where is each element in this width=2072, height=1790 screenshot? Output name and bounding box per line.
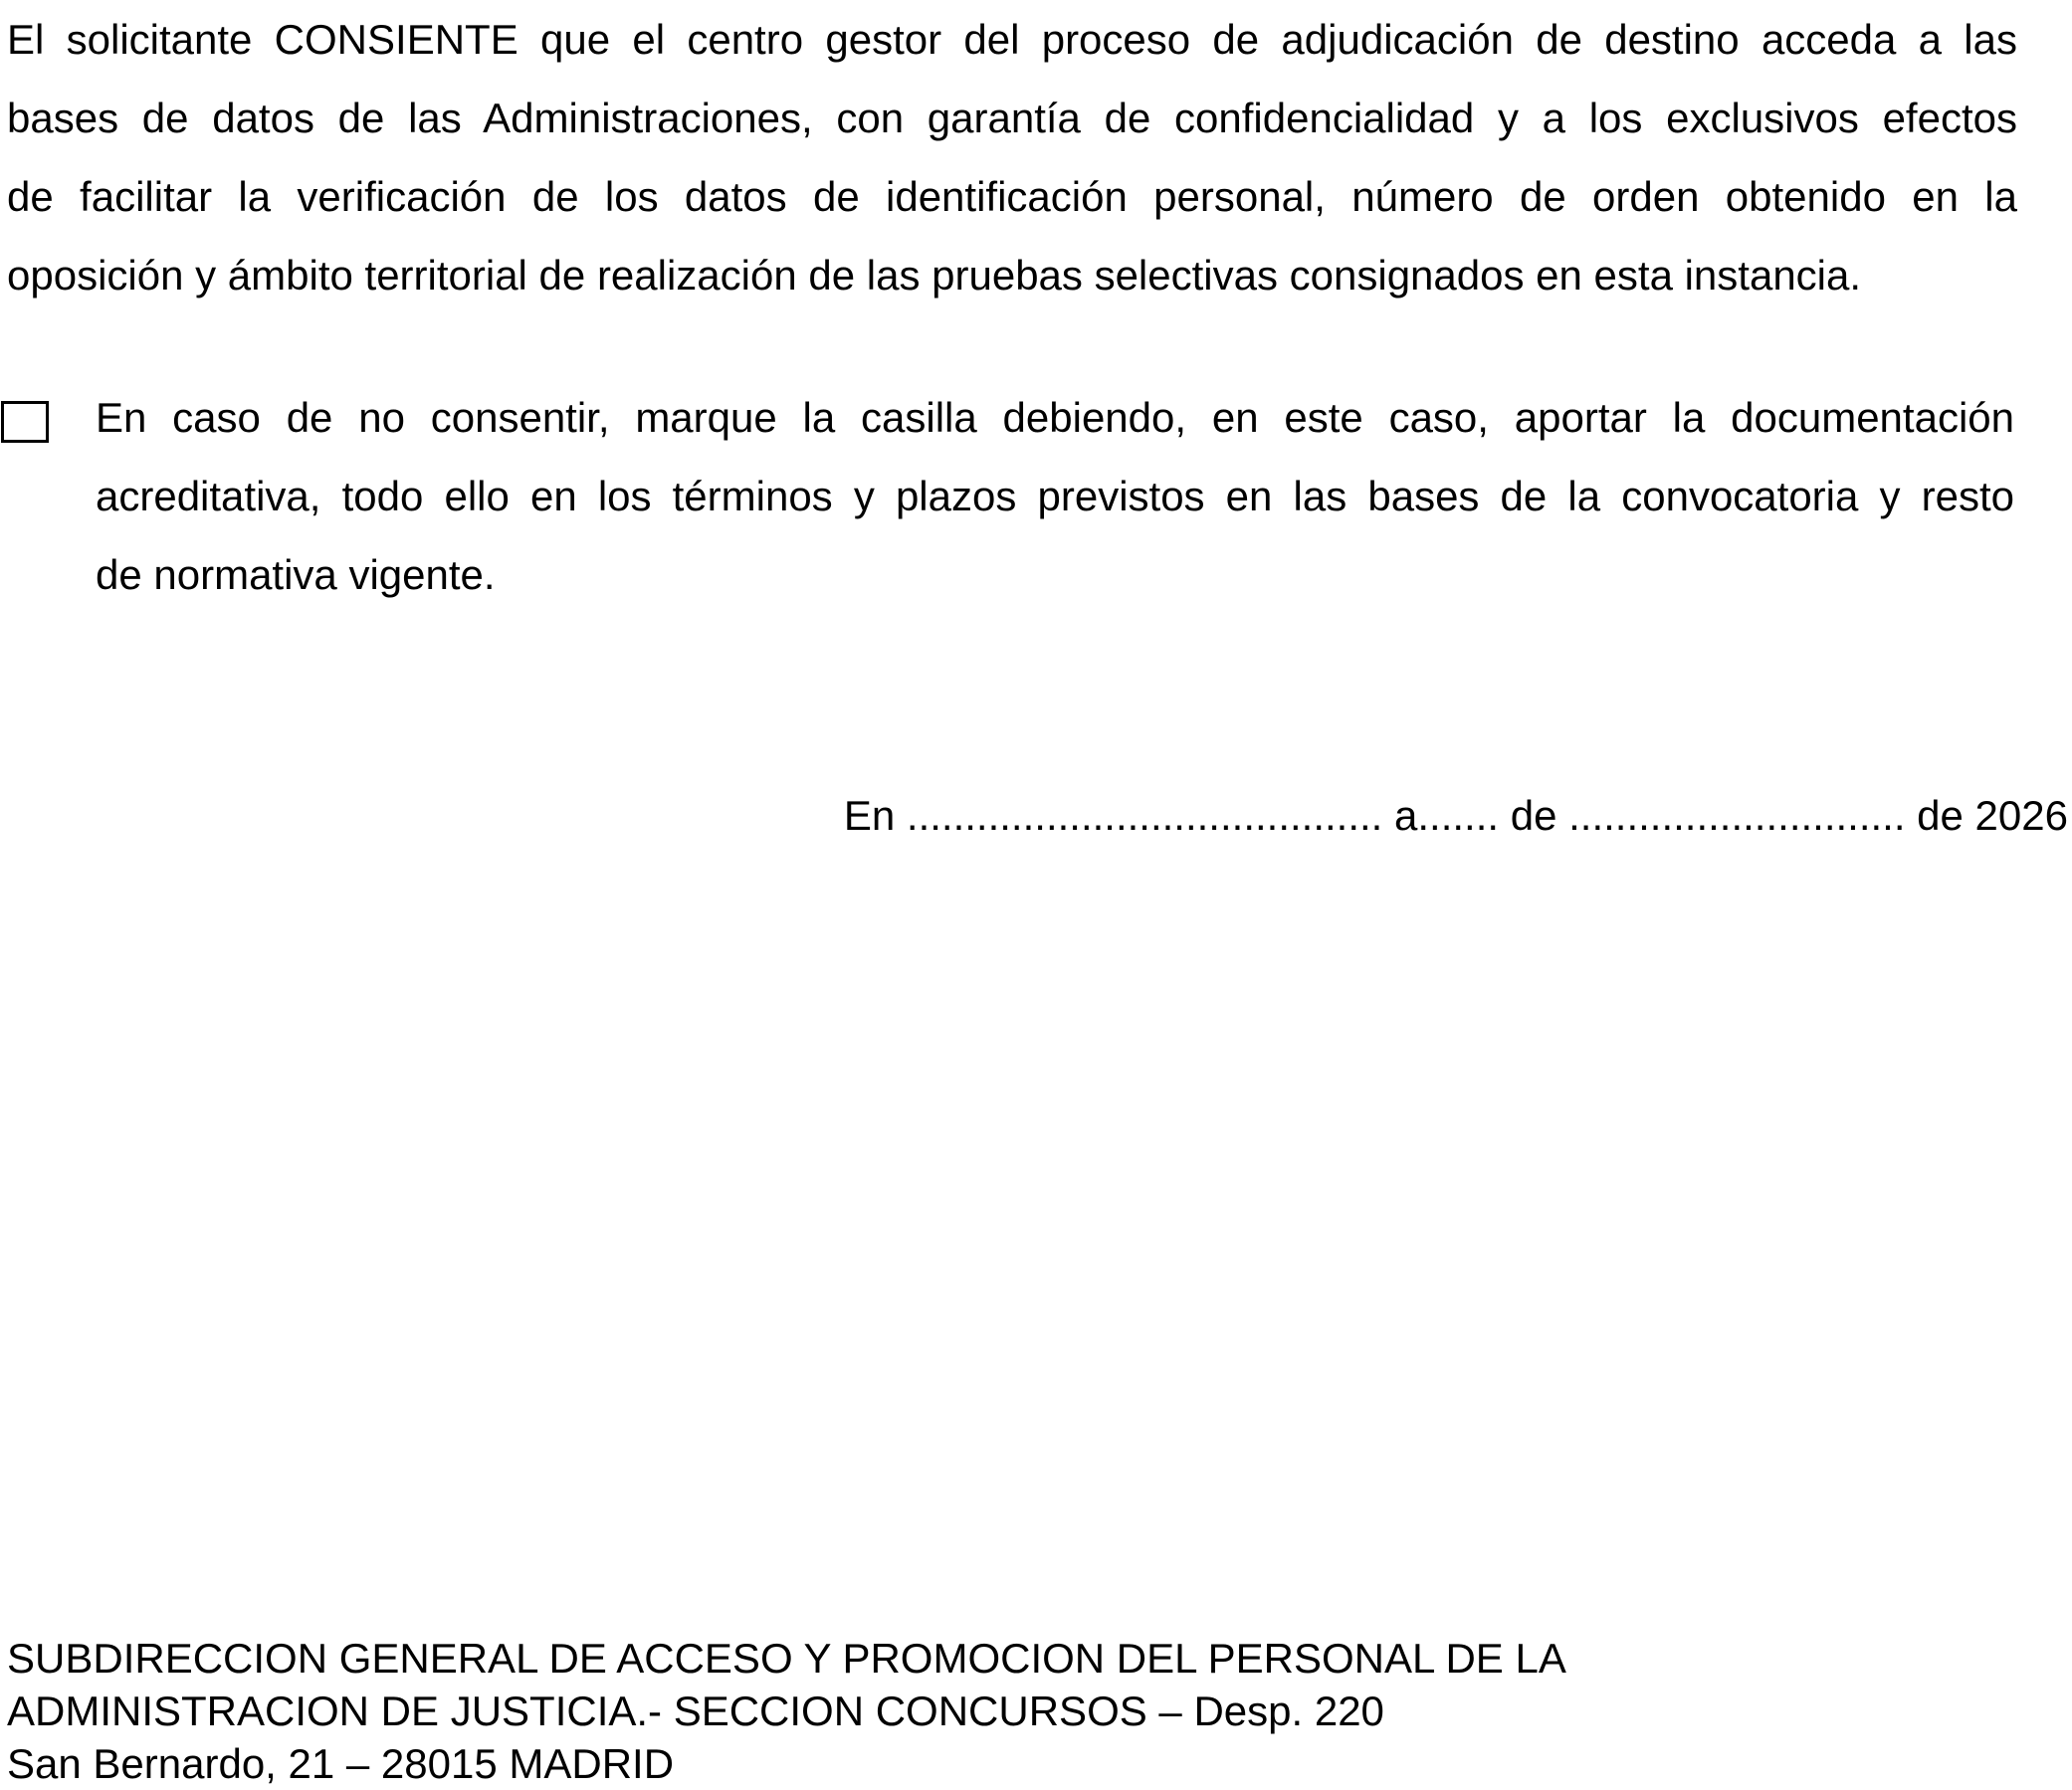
consent-line: de facilitar la verificación de los datos de identificación personal, número de orden obtenido en la <box>7 173 2017 220</box>
date-place-line: En ......................................... a....... de ............................. de 2026 <box>843 792 2068 839</box>
footer-line: SUBDIRECCION GENERAL DE ACCESO Y PROMOCION DEL PERSONAL DE LA <box>7 1635 1566 1682</box>
footer-address <box>7 1632 1566 1790</box>
consent-line: El solicitante CONSIENTE que el centro gestor del proceso de adjudicación de destino acceda a las <box>7 16 2017 63</box>
no-consent-checkbox[interactable] <box>1 401 49 443</box>
consent-line: oposición y ámbito territorial de realización de las pruebas selectivas consignados en esta instancia. <box>7 252 1862 298</box>
consent-paragraph <box>7 0 2017 314</box>
no-consent-line: acreditativa, todo ello en los términos y plazos previstos en las bases de la convocatoria y resto <box>96 473 2014 519</box>
footer-line: ADMINISTRACION DE JUSTICIA.- SECCION CONCURSOS – Desp. 220 <box>7 1688 1384 1734</box>
consent-line: bases de datos de las Administraciones, con garantía de confidencialidad y a los exclusivos efectos <box>7 95 2017 141</box>
no-consent-text <box>96 378 2014 614</box>
no-consent-line: En caso de no consentir, marque la casilla debiendo, en este caso, aportar la documentación <box>96 394 2014 441</box>
footer-line: San Bernardo, 21 – 28015 MADRID <box>7 1740 675 1787</box>
no-consent-line: de normativa vigente. <box>96 551 496 598</box>
